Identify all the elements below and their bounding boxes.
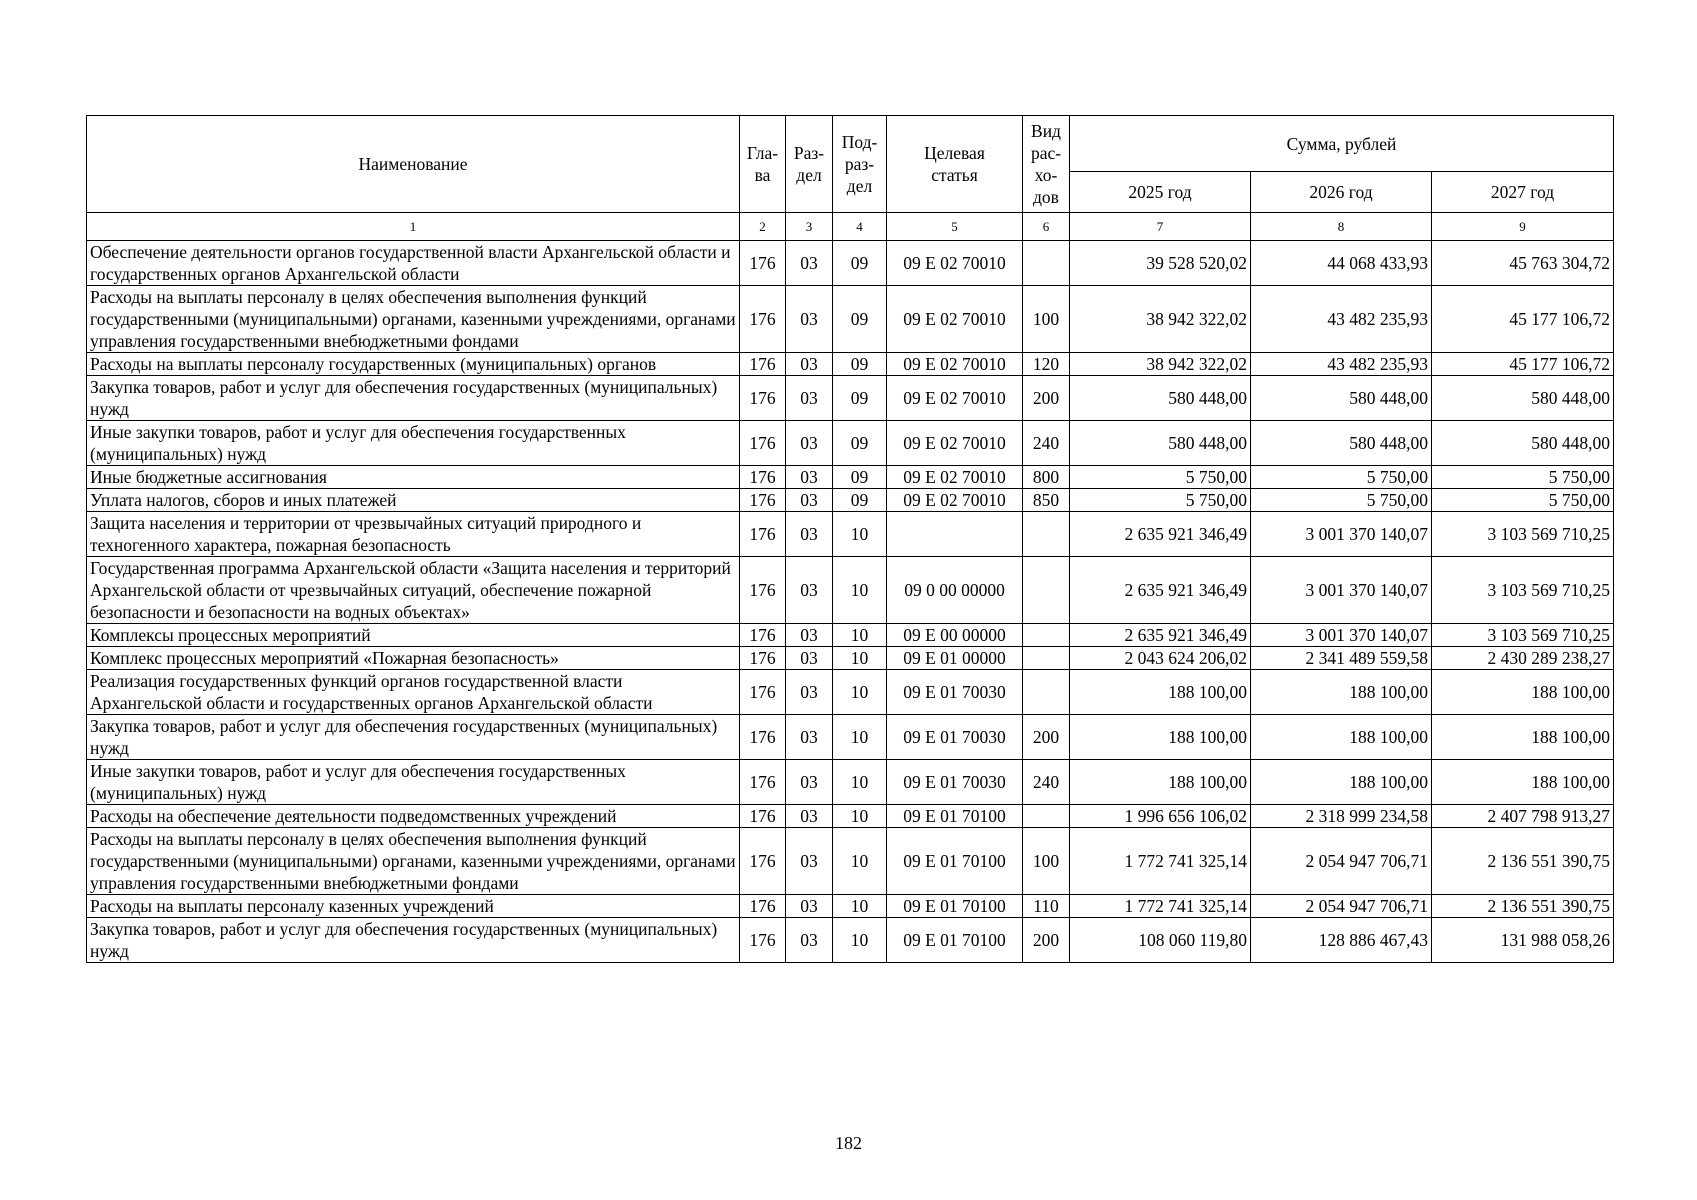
row-amount-2026: 44 068 433,93 <box>1251 241 1432 286</box>
row-name: Комплекс процессных мероприятий «Пожарная безопасность» <box>87 647 740 670</box>
row-amount-2026: 2 318 999 234,58 <box>1251 805 1432 828</box>
header-section: Раз- дел <box>786 116 833 213</box>
row-amount-2027: 580 448,00 <box>1432 421 1614 466</box>
row-target-article: 09 Е 02 70010 <box>887 286 1023 353</box>
table-row <box>87 647 1614 670</box>
row-chapter: 176 <box>740 512 786 557</box>
row-subsection: 09 <box>833 466 887 489</box>
row-amount-2027: 45 177 106,72 <box>1432 286 1614 353</box>
column-number: 2 <box>740 213 786 241</box>
row-subsection: 10 <box>833 670 887 715</box>
row-amount-2027: 3 103 569 710,25 <box>1432 624 1614 647</box>
row-amount-2027: 131 988 058,26 <box>1432 918 1614 963</box>
row-chapter: 176 <box>740 828 786 895</box>
row-expense-type <box>1023 557 1070 624</box>
header-year-2027: 2027 год <box>1432 172 1614 213</box>
row-name: Обеспечение деятельности органов государственной власти Архангельской области и государственных органов Архангельской области <box>87 241 740 286</box>
column-number: 9 <box>1432 213 1614 241</box>
row-amount-2026: 5 750,00 <box>1251 466 1432 489</box>
row-amount-2026: 2 054 947 706,71 <box>1251 895 1432 918</box>
row-name: Закупка товаров, работ и услуг для обеспечения государственных (муниципальных) нужд <box>87 376 740 421</box>
column-number: 1 <box>87 213 740 241</box>
row-name: Уплата налогов, сборов и иных платежей <box>87 489 740 512</box>
table-row <box>87 241 1614 286</box>
row-section: 03 <box>786 647 833 670</box>
row-amount-2027: 3 103 569 710,25 <box>1432 557 1614 624</box>
row-name: Комплексы процессных мероприятий <box>87 624 740 647</box>
table-row <box>87 828 1614 895</box>
row-expense-type: 200 <box>1023 376 1070 421</box>
row-amount-2027: 3 103 569 710,25 <box>1432 512 1614 557</box>
row-target-article: 09 Е 02 70010 <box>887 489 1023 512</box>
table-row <box>87 805 1614 828</box>
row-chapter: 176 <box>740 918 786 963</box>
row-amount-2025: 39 528 520,02 <box>1070 241 1251 286</box>
row-name: Расходы на выплаты персоналу казенных учреждений <box>87 895 740 918</box>
row-name: Иные бюджетные ассигнования <box>87 466 740 489</box>
row-expense-type: 800 <box>1023 466 1070 489</box>
row-amount-2027: 188 100,00 <box>1432 670 1614 715</box>
page-number: 182 <box>835 1133 862 1153</box>
row-name: Расходы на выплаты персоналу в целях обеспечения выполнения функций государственными (муниципальными) органами, казенными учреждениями, органами управления государственными внебюджетными фондами <box>87 286 740 353</box>
row-amount-2025: 1 772 741 325,14 <box>1070 828 1251 895</box>
header-subsection: Под- раз- дел <box>833 116 887 213</box>
row-amount-2027: 2 407 798 913,27 <box>1432 805 1614 828</box>
row-chapter: 176 <box>740 670 786 715</box>
row-chapter: 176 <box>740 760 786 805</box>
row-amount-2026: 43 482 235,93 <box>1251 353 1432 376</box>
row-amount-2026: 188 100,00 <box>1251 670 1432 715</box>
table-row <box>87 466 1614 489</box>
row-subsection: 09 <box>833 286 887 353</box>
header-year-2025: 2025 год <box>1070 172 1251 213</box>
row-name: Расходы на обеспечение деятельности подведомственных учреждений <box>87 805 740 828</box>
row-amount-2025: 2 043 624 206,02 <box>1070 647 1251 670</box>
row-section: 03 <box>786 421 833 466</box>
row-section: 03 <box>786 624 833 647</box>
row-subsection: 10 <box>833 895 887 918</box>
row-subsection: 09 <box>833 421 887 466</box>
row-section: 03 <box>786 760 833 805</box>
row-subsection: 10 <box>833 760 887 805</box>
row-amount-2027: 45 763 304,72 <box>1432 241 1614 286</box>
row-chapter: 176 <box>740 895 786 918</box>
header-sum: Сумма, рублей <box>1070 116 1614 172</box>
table-row <box>87 286 1614 353</box>
row-amount-2025: 38 942 322,02 <box>1070 353 1251 376</box>
table-row <box>87 376 1614 421</box>
table-row <box>87 895 1614 918</box>
row-amount-2026: 580 448,00 <box>1251 421 1432 466</box>
row-target-article: 09 Е 02 70010 <box>887 421 1023 466</box>
row-expense-type: 110 <box>1023 895 1070 918</box>
row-expense-type: 240 <box>1023 421 1070 466</box>
column-numbers-row <box>87 213 1614 241</box>
row-section: 03 <box>786 489 833 512</box>
row-target-article: 09 Е 01 70100 <box>887 805 1023 828</box>
row-chapter: 176 <box>740 353 786 376</box>
row-amount-2026: 2 341 489 559,58 <box>1251 647 1432 670</box>
row-amount-2026: 3 001 370 140,07 <box>1251 557 1432 624</box>
column-number: 3 <box>786 213 833 241</box>
row-amount-2025: 188 100,00 <box>1070 715 1251 760</box>
row-chapter: 176 <box>740 286 786 353</box>
column-number: 4 <box>833 213 887 241</box>
row-amount-2026: 43 482 235,93 <box>1251 286 1432 353</box>
row-name: Расходы на выплаты персоналу государственных (муниципальных) органов <box>87 353 740 376</box>
header-target-article: Целевая статья <box>887 116 1023 213</box>
row-target-article: 09 Е 01 70100 <box>887 828 1023 895</box>
row-amount-2026: 128 886 467,43 <box>1251 918 1432 963</box>
row-amount-2025: 38 942 322,02 <box>1070 286 1251 353</box>
row-amount-2025: 2 635 921 346,49 <box>1070 512 1251 557</box>
row-chapter: 176 <box>740 241 786 286</box>
row-amount-2027: 2 136 551 390,75 <box>1432 895 1614 918</box>
table-row <box>87 624 1614 647</box>
row-amount-2026: 2 054 947 706,71 <box>1251 828 1432 895</box>
table-row <box>87 760 1614 805</box>
header-chapter: Гла- ва <box>740 116 786 213</box>
row-target-article: 09 0 00 00000 <box>887 557 1023 624</box>
row-name: Иные закупки товаров, работ и услуг для обеспечения государственных (муниципальных) нужд <box>87 760 740 805</box>
table-body <box>87 241 1614 963</box>
row-expense-type: 240 <box>1023 760 1070 805</box>
table-row <box>87 489 1614 512</box>
header-year-2026: 2026 год <box>1251 172 1432 213</box>
row-amount-2027: 188 100,00 <box>1432 760 1614 805</box>
row-chapter: 176 <box>740 715 786 760</box>
row-amount-2025: 108 060 119,80 <box>1070 918 1251 963</box>
row-amount-2027: 2 136 551 390,75 <box>1432 828 1614 895</box>
row-target-article: 09 Е 01 70030 <box>887 715 1023 760</box>
row-amount-2026: 5 750,00 <box>1251 489 1432 512</box>
row-expense-type: 100 <box>1023 828 1070 895</box>
row-section: 03 <box>786 512 833 557</box>
row-amount-2027: 188 100,00 <box>1432 715 1614 760</box>
row-subsection: 10 <box>833 647 887 670</box>
row-expense-type <box>1023 624 1070 647</box>
row-target-article: 09 Е 01 00000 <box>887 647 1023 670</box>
row-chapter: 176 <box>740 376 786 421</box>
row-chapter: 176 <box>740 557 786 624</box>
row-target-article <box>887 512 1023 557</box>
row-subsection: 09 <box>833 376 887 421</box>
row-subsection: 10 <box>833 624 887 647</box>
row-target-article: 09 Е 01 70100 <box>887 895 1023 918</box>
row-subsection: 09 <box>833 241 887 286</box>
row-section: 03 <box>786 918 833 963</box>
column-number: 5 <box>887 213 1023 241</box>
row-expense-type <box>1023 805 1070 828</box>
row-subsection: 10 <box>833 828 887 895</box>
row-amount-2025: 2 635 921 346,49 <box>1070 557 1251 624</box>
row-target-article: 09 Е 02 70010 <box>887 466 1023 489</box>
row-amount-2026: 580 448,00 <box>1251 376 1432 421</box>
row-expense-type: 850 <box>1023 489 1070 512</box>
table-row <box>87 557 1614 624</box>
row-name: Государственная программа Архангельской области «Защита населения и территорий Архангельской области от чрезвычайных ситуаций, обеспечение пожарной безопасности и безопасности на водных объектах» <box>87 557 740 624</box>
row-section: 03 <box>786 353 833 376</box>
row-section: 03 <box>786 466 833 489</box>
row-amount-2025: 188 100,00 <box>1070 670 1251 715</box>
row-expense-type: 100 <box>1023 286 1070 353</box>
row-section: 03 <box>786 286 833 353</box>
row-amount-2026: 188 100,00 <box>1251 760 1432 805</box>
row-subsection: 10 <box>833 918 887 963</box>
row-amount-2027: 2 430 289 238,27 <box>1432 647 1614 670</box>
row-target-article: 09 Е 02 70010 <box>887 241 1023 286</box>
row-amount-2025: 5 750,00 <box>1070 489 1251 512</box>
row-section: 03 <box>786 805 833 828</box>
row-section: 03 <box>786 828 833 895</box>
row-amount-2025: 1 772 741 325,14 <box>1070 895 1251 918</box>
row-subsection: 10 <box>833 557 887 624</box>
row-expense-type <box>1023 241 1070 286</box>
row-name: Закупка товаров, работ и услуг для обеспечения государственных (муниципальных) нужд <box>87 715 740 760</box>
table-row <box>87 353 1614 376</box>
row-chapter: 176 <box>740 805 786 828</box>
row-chapter: 176 <box>740 647 786 670</box>
row-name: Реализация государственных функций органов государственной власти Архангельской области и государственных органов Архангельской области <box>87 670 740 715</box>
row-target-article: 09 Е 00 00000 <box>887 624 1023 647</box>
row-target-article: 09 Е 01 70030 <box>887 670 1023 715</box>
row-amount-2025: 580 448,00 <box>1070 376 1251 421</box>
row-amount-2026: 3 001 370 140,07 <box>1251 624 1432 647</box>
row-expense-type: 200 <box>1023 715 1070 760</box>
row-chapter: 176 <box>740 421 786 466</box>
row-expense-type <box>1023 647 1070 670</box>
row-target-article: 09 Е 01 70030 <box>887 760 1023 805</box>
column-number: 6 <box>1023 213 1070 241</box>
row-name: Закупка товаров, работ и услуг для обеспечения государственных (муниципальных) нужд <box>87 918 740 963</box>
row-amount-2026: 3 001 370 140,07 <box>1251 512 1432 557</box>
row-chapter: 176 <box>740 489 786 512</box>
row-section: 03 <box>786 715 833 760</box>
row-amount-2027: 5 750,00 <box>1432 466 1614 489</box>
row-name: Защита населения и территории от чрезвычайных ситуаций природного и техногенного характера, пожарная безопасность <box>87 512 740 557</box>
row-amount-2025: 188 100,00 <box>1070 760 1251 805</box>
row-subsection: 09 <box>833 489 887 512</box>
row-expense-type <box>1023 670 1070 715</box>
row-target-article: 09 Е 01 70100 <box>887 918 1023 963</box>
row-section: 03 <box>786 670 833 715</box>
header-name: Наименование <box>87 116 740 213</box>
header-expense-type: Вид рас- хо- дов <box>1023 116 1070 213</box>
column-number: 7 <box>1070 213 1251 241</box>
row-target-article: 09 Е 02 70010 <box>887 353 1023 376</box>
table-row <box>87 670 1614 715</box>
row-amount-2025: 5 750,00 <box>1070 466 1251 489</box>
row-section: 03 <box>786 895 833 918</box>
row-section: 03 <box>786 557 833 624</box>
row-expense-type <box>1023 512 1070 557</box>
row-chapter: 176 <box>740 466 786 489</box>
row-section: 03 <box>786 376 833 421</box>
row-subsection: 10 <box>833 512 887 557</box>
row-amount-2025: 1 996 656 106,02 <box>1070 805 1251 828</box>
row-target-article: 09 Е 02 70010 <box>887 376 1023 421</box>
row-expense-type: 120 <box>1023 353 1070 376</box>
row-section: 03 <box>786 241 833 286</box>
row-name: Иные закупки товаров, работ и услуг для обеспечения государственных (муниципальных) нужд <box>87 421 740 466</box>
table-header <box>87 116 1614 241</box>
row-expense-type: 200 <box>1023 918 1070 963</box>
row-amount-2026: 188 100,00 <box>1251 715 1432 760</box>
row-chapter: 176 <box>740 624 786 647</box>
row-subsection: 10 <box>833 805 887 828</box>
column-number: 8 <box>1251 213 1432 241</box>
row-amount-2027: 580 448,00 <box>1432 376 1614 421</box>
table-row <box>87 918 1614 963</box>
row-amount-2027: 5 750,00 <box>1432 489 1614 512</box>
row-amount-2025: 580 448,00 <box>1070 421 1251 466</box>
row-amount-2025: 2 635 921 346,49 <box>1070 624 1251 647</box>
row-subsection: 09 <box>833 353 887 376</box>
table-row <box>87 715 1614 760</box>
table-row <box>87 421 1614 466</box>
row-name: Расходы на выплаты персоналу в целях обеспечения выполнения функций государственными (муниципальными) органами, казенными учреждениями, органами управления государственными внебюджетными фондами <box>87 828 740 895</box>
table-row <box>87 512 1614 557</box>
budget-table <box>86 115 1614 963</box>
row-subsection: 10 <box>833 715 887 760</box>
row-amount-2027: 45 177 106,72 <box>1432 353 1614 376</box>
